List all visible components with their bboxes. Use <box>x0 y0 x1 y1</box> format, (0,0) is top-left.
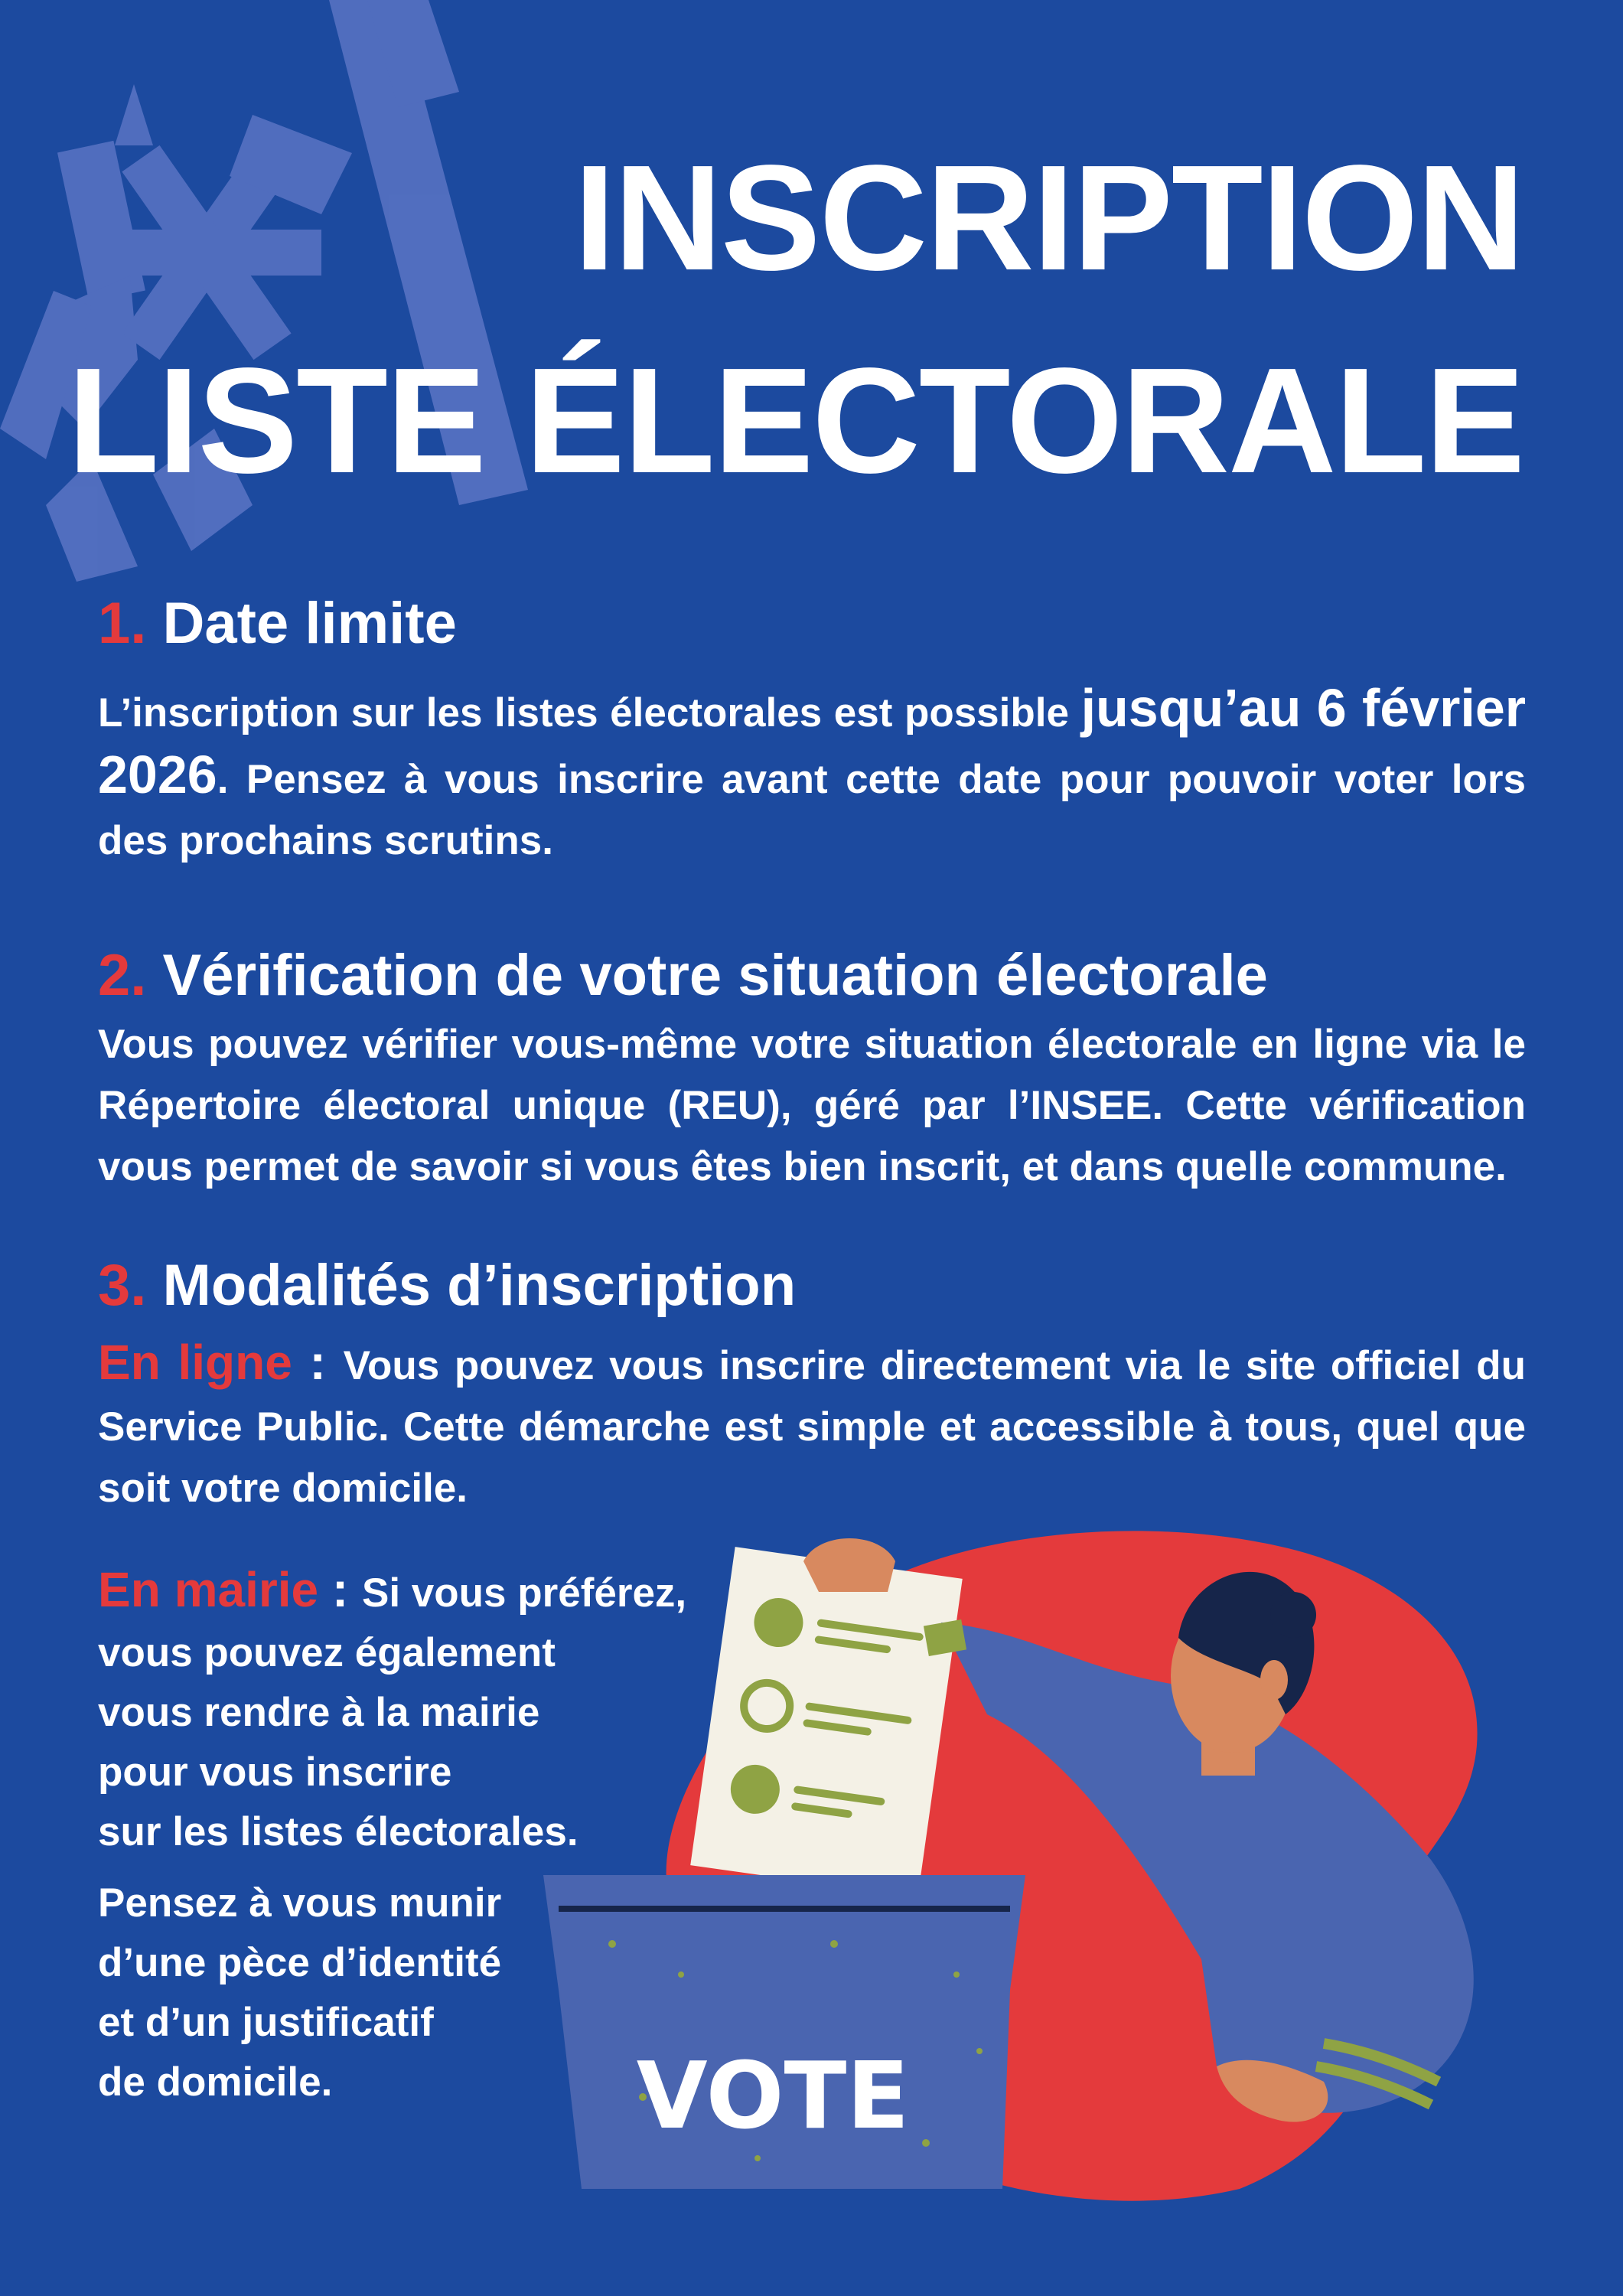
reminder-line-1: Pensez à vous munir <box>98 1880 502 1926</box>
section-2-heading <box>98 941 1268 1010</box>
reminder-line-2: d’une pèce d’identité <box>98 1940 502 1985</box>
online-text: Vous pouvez vous inscrire directement via le site officiel du Service Public. Cette démarche est simple et accessible à tous, quel que soit votre domicile. <box>98 1343 1527 1511</box>
ballot-box-label: VOTE <box>636 2043 910 2150</box>
section-2-number: 2. <box>98 943 147 1008</box>
online-separator: : <box>292 1335 344 1390</box>
mairie-separator: : <box>318 1562 362 1617</box>
section-1-text-before: L’inscription sur les listes électorales est possible <box>98 690 1081 735</box>
section-1-text-after: . Pensez à vous inscrire avant cette date pour pouvoir voter lors des prochains scrutins. <box>98 757 1526 863</box>
section-1-text <box>98 677 1526 872</box>
online-label: En ligne <box>98 1335 292 1390</box>
mairie-line-3: vous rendre à la mairie <box>98 1690 540 1735</box>
title-line-1: INSCRIPTION <box>573 134 1524 302</box>
mairie-line-2: vous pouvez également <box>98 1630 556 1675</box>
ballot-box-icon <box>543 1875 1025 2189</box>
section-3-title: Modalités d’inscription <box>162 1253 797 1318</box>
section-1-heading <box>98 589 457 658</box>
title-line-2: LISTE ÉLECTORALE <box>67 337 1524 504</box>
voting-illustration <box>528 1515 1538 2204</box>
mairie-line-1: Si vous préférez, <box>362 1570 687 1616</box>
section-2-title: Vérification de votre situation électorale <box>162 943 1268 1008</box>
section-3-heading <box>98 1251 796 1320</box>
reminder-line-3: et d’un justificatif <box>98 2000 434 2045</box>
mairie-line-5: sur les listes électorales. <box>98 1809 578 1854</box>
section-2-text: Vous pouvez vérifier vous-même votre situation électorale en ligne via le Répertoire électoral unique (REU), géré par l’INSEE. Cette vérification vous permet de savoir si vous êtes bien inscrit, et dans quelle commune. <box>98 1022 1526 1189</box>
section-3-number: 3. <box>98 1253 147 1318</box>
section-1-title: Date limite <box>162 591 457 656</box>
mairie-line-4: pour vous inscrire <box>98 1750 452 1795</box>
ballot-paper-icon <box>690 1547 963 1897</box>
reminder-line-4: de domicile. <box>98 2060 333 2105</box>
section-1-number: 1. <box>98 591 147 656</box>
mairie-label: En mairie <box>98 1562 319 1617</box>
online-paragraph <box>98 1332 1526 1519</box>
section-1-deadline: jusqu’au 6 février 2026 <box>98 678 1526 804</box>
